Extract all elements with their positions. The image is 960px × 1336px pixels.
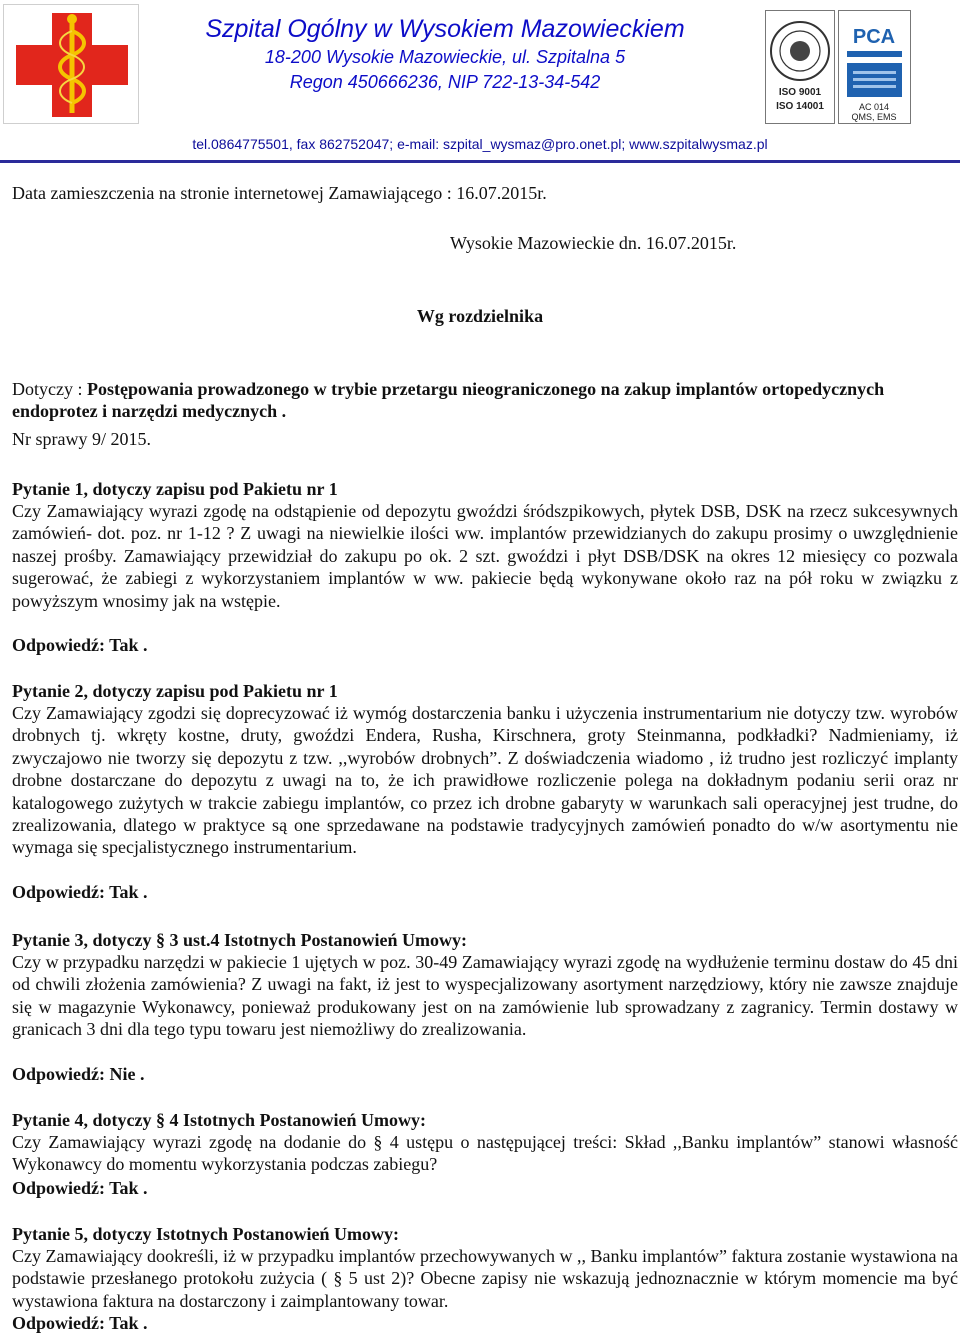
iso-certification-logo <box>765 10 835 124</box>
hospital-regon-nip: Regon 450666236, NIP 722-13-34-542 <box>289 72 601 92</box>
pca-label: PCA <box>852 26 896 48</box>
subject-title: Postępowania prowadzonego w trybie przetargu nieograniczonego na zakup implantów ortopedycznych endoprotez i narzędzi medycznych . <box>12 379 885 422</box>
letterhead <box>0 0 960 160</box>
addressee: Wg rozdzielnika <box>416 306 544 326</box>
question-1-body: Czy Zamawiający wyrazi zgodę na odstąpienie od depozytu gwoździ śródszpikowych, płytek DSB, DSK na rzecz sukcesywnych zamówień- dot. poz. nr 1-12 ? Z uwagi na niewielkie ilości ww. implantów przewidzianych do zakupu prosimy o uwzględnienie naszej prośby. Zamawiający przewidział do zakupu po ok. 2 szt. gwoździ i płyt DSB/DSK na okres 12 miesięcy co pozwala sugerować, że zabiegi z wykorzystaniem implantów w ww. pakiecie będą wykonywane około raz na pół roku w związku z powyższym wnosimy jak na wstępie. <box>12 501 958 611</box>
iso-seal-icon <box>766 11 834 123</box>
case-number: Nr sprawy 9/ 2015. <box>12 429 151 449</box>
hospital-address: 18-200 Wysokie Mazowieckie, ul. Szpitalna 5 <box>264 47 626 67</box>
question-4-answer: Odpowiedź: Tak . <box>12 1178 148 1198</box>
place-and-date: Wysokie Mazowieckie dn. 16.07.2015r. <box>450 233 737 253</box>
pca-accreditation-number: AC 014 <box>858 102 890 112</box>
subject <box>12 378 958 423</box>
hospital-name: Szpital Ogólny w Wysokiem Mazowieckiem <box>205 15 685 43</box>
question-3-body: Czy w przypadku narzędzi w pakiecie 1 ujętych w poz. 30-49 Zamawiający wyrazi zgodę na wydłużenie terminu dostaw do 45 dni od chwili złożenia zamówienia? Z uwagi na fakt, iż jest to wyspecjalizowany asortyment narzędziowy, który nie zawsze znajduje się w magazynie Wykonawcy, ponieważ produkowany jest on na zamówienie lub sprowadzany z zagranicy. Termin dostawy w granicach 3 dni dla tego typu towaru jest niemożliwy do zrealizowania. <box>12 952 958 1040</box>
iso-line-2: ISO 14001 <box>776 101 824 112</box>
posting-date: Data zamieszczenia na stronie internetowej Zamawiającego : 16.07.2015r. <box>12 183 547 203</box>
question-4-heading: Pytanie 4, dotyczy § 4 Istotnych Postanowień Umowy: <box>12 1110 426 1130</box>
question-1-answer: Odpowiedź: Tak . <box>12 635 148 655</box>
hospital-logo <box>3 4 139 124</box>
caduceus-icon <box>4 5 139 124</box>
question-5-body: Czy Zamawiający dookreśli, iż w przypadku implantów przechowywanych w ,, Banku implantów” faktura zostanie wystawiona na podstawie przesłanego protokołu zużycia ( § 5 ust 2)? Obecne zapisy nie wskazują jednoznacznie w którym momencie ma być wystawiona faktura na dostarczony i zaimplantowany towar. <box>12 1246 958 1311</box>
header-divider <box>0 160 960 163</box>
pca-badge-icon <box>839 11 910 123</box>
iso-line-1: ISO 9001 <box>778 87 822 98</box>
question-2-answer: Odpowiedź: Tak . <box>12 882 148 902</box>
question-3-answer: Odpowiedź: Nie . <box>12 1064 145 1084</box>
pca-scope: QMS, EMS <box>851 112 897 122</box>
question-2-heading: Pytanie 2, dotyczy zapisu pod Pakietu nr 1 <box>12 681 338 701</box>
subject-prefix: Dotyczy : <box>12 379 87 399</box>
contact-line: tel.0864775501, fax 862752047; e-mail: szpital_wysmaz@pro.onet.pl; www.szpitalwysmaz.pl <box>192 136 768 152</box>
question-5-answer: Odpowiedź: Tak . <box>12 1313 148 1333</box>
question-4-body: Czy Zamawiający wyrazi zgodę na dodanie do § 4 ustępu o następującej treści: Skład ,,Banku implantów” stanowi własność Wykonawcy do momentu wykorzystania podczas zabiegu? <box>12 1132 958 1175</box>
question-3-heading: Pytanie 3, dotyczy § 3 ust.4 Istotnych Postanowień Umowy: <box>12 930 467 950</box>
question-2-body: Czy Zamawiający zgodzi się doprecyzować iż wymóg dostarczenia banku i użyczenia instrumentarium nie dotyczy tzw. wyrobów drobnych tj. wkręty kostne, druty, gwoździ Endera, Rusha, Kirschnera, groty Steinmanna, podkładki? Nadmieniamy, iż zwyczajowo nie tworzy się depozytu z tzw. ,,wyrobów drobnych”. Z doświadczenia wiadomo , iż trudno jest rozliczyć implanty drobne dostarczane do depozytu z uwagi na to, że ich prawidłowe rozliczenie polega na dokładnym podaniu serii oraz nr katalogowego zużytych w trakcie zabiegu implantów, co przez ich drobne gabaryty w warunkach sali operacyjnej jest trudne, do zrealizowania, dlatego w praktyce są one sprzedawane na podstawie tradycyjnych zamówień ponadto do w/w asortymentu nie wymaga się specjalistycznego instrumentarium. <box>12 703 958 858</box>
question-1-heading: Pytanie 1, dotyczy zapisu pod Pakietu nr 1 <box>12 479 338 499</box>
pca-certification-logo <box>838 10 911 124</box>
question-5-heading: Pytanie 5, dotyczy Istotnych Postanowień Umowy: <box>12 1224 399 1244</box>
